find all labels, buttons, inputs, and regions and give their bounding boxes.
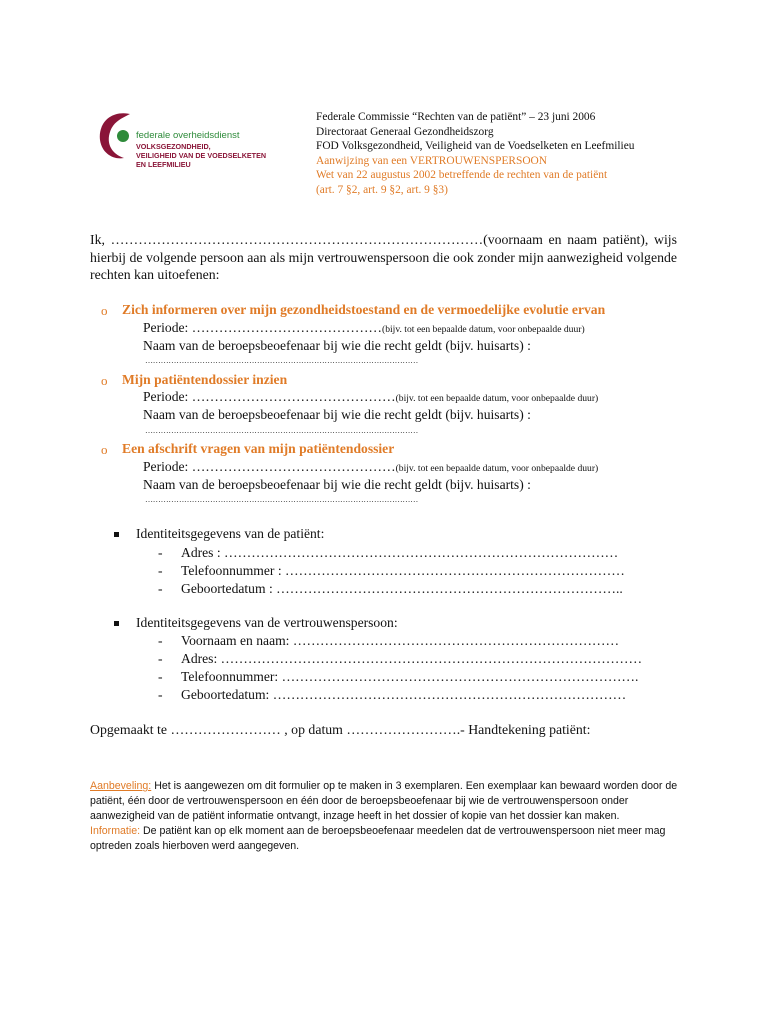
- patient-phone-field[interactable]: Telefoonnummer : …………………………………………………………………: [181, 563, 625, 578]
- section-1-periode-label: Periode: ……………………………………: [143, 320, 383, 335]
- logo-line-2b: VEILIGHEID VAN DE VOEDSELKETEN: [136, 151, 267, 160]
- section-1-naam-label: Naam van de beroepsbeoefenaar bij wie die recht geldt (bijv. huisarts) :: [143, 338, 531, 353]
- section-1-periode[interactable]: [143, 320, 585, 336]
- logo-line-2c: EN LEEFMILIEU: [136, 160, 191, 169]
- section-3-periode[interactable]: [143, 459, 598, 475]
- patient-address-field[interactable]: Adres : ……………………………………………………………………………: [181, 545, 619, 560]
- section-2-periode-hint: (bijv. tot een bepaalde datum, voor onbepaalde duur): [395, 393, 599, 404]
- logo-line-1: federale overheidsdienst: [136, 130, 240, 141]
- dash-icon: -: [158, 687, 163, 702]
- header-directorate: Directoraat Generaal Gezondheidszorg: [316, 125, 494, 138]
- bullet-circle-icon: o: [101, 442, 108, 457]
- bullet-circle-icon: o: [101, 373, 108, 388]
- note-label-recommendation: Aanbeveling:: [90, 780, 152, 792]
- dash-icon: -: [158, 563, 163, 578]
- logo-line-2: [136, 142, 266, 169]
- trusted-address-field[interactable]: Adres: …………………………………………………………………………………: [181, 651, 643, 666]
- section-2-naam-label: Naam van de beroepsbeoefenaar bij wie die recht geldt (bijv. huisarts) :: [143, 407, 531, 422]
- signature-line[interactable]: Opgemaakt te …………………… , op datum …………………….- Handtekening patiënt:: [90, 722, 591, 737]
- dash-icon: -: [158, 669, 163, 684]
- patient-birthdate-field[interactable]: Geboortedatum : …………………………………………………………………..: [181, 581, 623, 596]
- note-label-information: Informatie:: [90, 825, 141, 837]
- intro-paragraph: Ik, ………………………………………………………………………(voornaam en naam patiënt), wijs hierbij de volgende persoon aan als mijn vertrouwenspersoon die ook zonder mijn aanwezigheid volgende rechten kan uitoefenen:: [90, 232, 677, 282]
- header-articles: (art. 7 §2, art. 9 §2, art. 9 §3): [316, 183, 448, 196]
- section-1-naam-field[interactable]: ……………………………………………………………………………………………: [145, 356, 419, 365]
- section-2-title: Mijn patiëntendossier inzien: [122, 372, 288, 387]
- recommendation-note: [90, 779, 680, 854]
- header-commission: Federale Commissie “Rechten van de patiënt” – 23 juni 2006: [316, 111, 596, 123]
- bullet-circle-icon: o: [101, 303, 108, 318]
- section-2-naam-field[interactable]: ……………………………………………………………………………………………: [145, 426, 419, 435]
- header-form-title: Aanwijzing van een VERTROUWENSPERSOON: [316, 154, 548, 167]
- header-law: Wet van 22 augustus 2002 betreffende de rechten van de patiënt: [316, 169, 608, 182]
- header-fod: FOD Volksgezondheid, Veiligheid van de Voedselketen en Leefmilieu: [316, 140, 635, 153]
- trusted-phone-field[interactable]: Telefoonnummer: …………………………………………………………………….: [181, 669, 639, 684]
- section-2-periode[interactable]: [143, 389, 598, 405]
- square-bullet-icon: [114, 621, 119, 626]
- document-header: [316, 110, 634, 198]
- section-1-periode-hint: (bijv. tot een bepaalde datum, voor onbepaalde duur): [382, 324, 585, 335]
- section-3-naam-label: Naam van de beroepsbeoefenaar bij wie die recht geldt (bijv. huisarts) :: [143, 477, 531, 492]
- trusted-birthdate-field[interactable]: Geboortedatum: ……………………………………………………………………: [181, 687, 627, 702]
- trusted-id-title: Identiteitsgegevens van de vertrouwenspersoon:: [136, 615, 398, 630]
- logo-line-2a: VOLKSGEZONDHEID,: [136, 142, 211, 151]
- dash-icon: -: [158, 581, 163, 596]
- dash-icon: -: [158, 651, 163, 666]
- trusted-name-field[interactable]: Voornaam en naam: ………………………………………………………………: [181, 633, 620, 648]
- note-text-recommendation: Het is aangewezen om dit formulier op te maken in 3 exemplaren. Een exemplaar kan bewaard worden door de patiënt, één door de vertrouwenspersoon en één door de beroepsbeoefenaar bij wie de vertrouwenspersoon onder aanwezigheid van de patiënt informatie ontvangt, inzage heeft in het dossier of kopie van het dossier kan maken.: [90, 780, 678, 822]
- section-2-periode-label: Periode: ………………………………………: [143, 389, 396, 404]
- section-3-periode-hint: (bijv. tot een bepaalde datum, voor onbepaalde duur): [395, 463, 599, 474]
- section-3-periode-label: Periode: ………………………………………: [143, 459, 396, 474]
- note-text-information: De patiënt kan op elk moment aan de beroepsbeoefenaar meedelen dat de vertrouwenspersoon niet meer mag optreden zoals hierboven werd aangegeven.: [90, 825, 666, 852]
- fod-logo: [96, 108, 267, 178]
- dash-icon: -: [158, 545, 163, 560]
- section-1-title: Zich informeren over mijn gezondheidstoestand en de vermoedelijke evolutie ervan: [122, 302, 606, 317]
- logo-swirl-icon: [96, 108, 140, 168]
- dash-icon: -: [158, 633, 163, 648]
- square-bullet-icon: [114, 532, 119, 537]
- section-3-title: Een afschrift vragen van mijn patiëntendossier: [122, 441, 395, 456]
- patient-id-title: Identiteitsgegevens van de patiënt:: [136, 526, 325, 541]
- section-3-naam-field[interactable]: ……………………………………………………………………………………………: [145, 495, 419, 504]
